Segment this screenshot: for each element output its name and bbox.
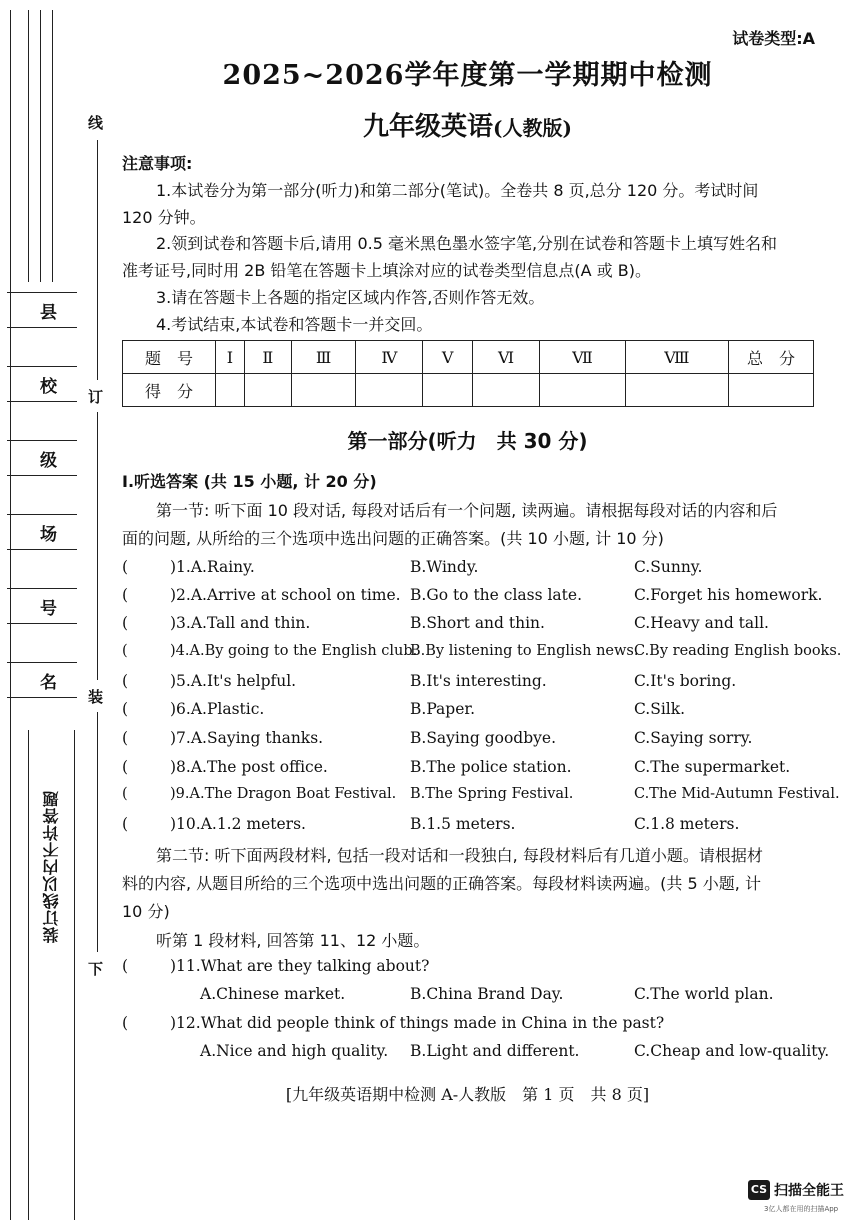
- score-table-score-row: [123, 374, 814, 407]
- answer-paren[interactable]: (: [122, 586, 129, 604]
- score-blank[interactable]: [356, 374, 423, 407]
- notice-line: 准考证号,同时用 2B 铅笔在答题卡上填涂对应的试卷类型信息点(A 或 B)。: [122, 261, 651, 280]
- score-table-cell: Ⅲ: [291, 341, 356, 374]
- answer-paren[interactable]: (: [122, 1014, 129, 1032]
- option-b: B.The police station.: [410, 758, 572, 776]
- score-blank[interactable]: [291, 374, 356, 407]
- option-c: C.By reading English books.: [634, 643, 842, 659]
- score-table-cell: Ⅵ: [472, 341, 539, 374]
- binding-line: [28, 730, 29, 1220]
- question-row: [122, 643, 842, 671]
- question-stem: )11.What are they talking about?: [170, 957, 430, 975]
- option-a: )8.A.The post office.: [170, 758, 328, 776]
- option-c: C.The supermarket.: [634, 758, 791, 776]
- camscanner-tagline: 3亿人都在用的扫描App: [764, 1205, 839, 1213]
- score-blank[interactable]: [625, 374, 728, 407]
- score-blank[interactable]: [729, 374, 814, 407]
- option-a: )6.A.Plastic.: [170, 700, 265, 718]
- score-blank[interactable]: [216, 374, 245, 407]
- question-row: [122, 1014, 822, 1042]
- binding-line: [52, 10, 53, 282]
- option-b: B.1.5 meters.: [410, 815, 516, 833]
- option-b: B.Light and different.: [410, 1042, 580, 1060]
- notice-line: 1.本试卷分为第一部分(听力)和第二部分(笔试)。全卷共 8 页,总分 120 分。考试时间: [156, 181, 759, 200]
- option-b: B.By listening to English news.: [410, 643, 639, 659]
- binding-label-room: 场: [40, 525, 57, 545]
- notice-line: 2.领到试卷和答题卡后,请用 0.5 毫米黑色墨水签字笔,分别在试卷和答题卡上填写姓名和: [156, 234, 778, 253]
- question-row: [122, 700, 822, 728]
- option-b: B.Windy.: [410, 558, 479, 576]
- options-row: [122, 985, 822, 1013]
- answer-paren[interactable]: (: [122, 758, 129, 776]
- notice-line: 4.考试结束,本试卷和答题卡一并交回。: [156, 315, 433, 334]
- option-a: )4.A.By going to the English club.: [170, 643, 418, 659]
- answer-paren[interactable]: (: [122, 700, 129, 718]
- cut-char-zhuang: 装: [88, 688, 104, 706]
- option-c: C.Forget his homework.: [634, 586, 823, 604]
- exam-title: 2025~2026学年度第一学期期中检测: [222, 60, 713, 91]
- question-row: [122, 786, 840, 814]
- option-c: C.Heavy and tall.: [634, 614, 769, 632]
- question-row: [122, 558, 822, 586]
- answer-paren[interactable]: (: [122, 729, 129, 747]
- option-a: )5.A.It's helpful.: [170, 672, 297, 690]
- instruction-line: 第二节: 听下面两段材料, 包括一段对话和一段独白, 每段材料后有几道小题。请根据材: [156, 846, 763, 865]
- binding-warning-note: 装订线以内不许答题: [42, 790, 61, 943]
- option-b: B.China Brand Day.: [410, 985, 564, 1003]
- notice-line: 3.请在答题卡上各题的指定区域内作答,否则作答无效。: [156, 288, 545, 307]
- exam-subtitle: [120, 106, 815, 143]
- option-b: B.Paper.: [410, 700, 476, 718]
- instruction-line: 10 分): [122, 902, 170, 921]
- question-row: [122, 815, 822, 843]
- option-b: B.It's interesting.: [410, 672, 547, 690]
- question-row: [122, 672, 822, 700]
- option-c: C.Sunny.: [634, 558, 703, 576]
- question-row: [122, 586, 822, 614]
- answer-paren[interactable]: (: [122, 672, 129, 690]
- score-table-header-row: [123, 341, 814, 374]
- binding-label-county: 县: [40, 303, 57, 323]
- question-row: [122, 957, 822, 985]
- option-a: A.Nice and high quality.: [200, 1042, 389, 1060]
- answer-paren[interactable]: (: [122, 957, 129, 975]
- question-row: [122, 758, 822, 786]
- edition-label: (人教版): [493, 116, 572, 140]
- option-b: B.Saying goodbye.: [410, 729, 557, 747]
- score-blank[interactable]: [540, 374, 625, 407]
- score-table-cell: 总 分: [729, 341, 814, 374]
- option-c: C.1.8 meters.: [634, 815, 740, 833]
- score-blank[interactable]: [244, 374, 291, 407]
- option-a: )9.A.The Dragon Boat Festival.: [170, 786, 397, 802]
- cut-char-xian: 线: [88, 114, 104, 132]
- binding-label-number: 号: [40, 599, 57, 619]
- option-a: A.Chinese market.: [200, 985, 346, 1003]
- option-a: )3.A.Tall and thin.: [170, 614, 311, 632]
- option-c: C.It's boring.: [634, 672, 737, 690]
- question-row: [122, 614, 822, 642]
- material-instruction: 听第 1 段材料, 回答第 11、12 小题。: [156, 931, 430, 950]
- option-c: C.The Mid-Autumn Festival.: [634, 786, 840, 802]
- option-c: C.Saying sorry.: [634, 729, 753, 747]
- score-table-cell: Ⅳ: [356, 341, 423, 374]
- page-footer: [九年级英语期中检测 A-人教版 第 1 页 共 8 页]: [285, 1085, 650, 1104]
- question-stem: )12.What did people think of things made in China in the past?: [170, 1014, 665, 1032]
- score-blank[interactable]: [472, 374, 539, 407]
- score-table-cell: Ⅰ: [216, 341, 245, 374]
- score-table-cell: 得 分: [123, 374, 216, 407]
- options-row: [122, 1042, 830, 1070]
- score-table-cell: Ⅶ: [540, 341, 625, 374]
- cut-line: [97, 140, 98, 380]
- score-table-cell: Ⅱ: [244, 341, 291, 374]
- section-heading: Ⅰ.听选答案 (共 15 小题, 计 20 分): [122, 472, 377, 491]
- subject-title: 九年级英语: [363, 112, 494, 142]
- answer-paren[interactable]: (: [122, 643, 128, 659]
- binding-line: [74, 730, 75, 1220]
- binding-label-name: 名: [40, 673, 57, 693]
- answer-paren[interactable]: (: [122, 558, 129, 576]
- option-c: C.Cheap and low-quality.: [634, 1042, 830, 1060]
- binding-line: [40, 10, 41, 282]
- option-a: )7.A.Saying thanks.: [170, 729, 324, 747]
- camscanner-name: 扫描全能王: [774, 1183, 844, 1199]
- instruction-line: 料的内容, 从题目所给的三个选项中选出问题的正确答案。每段材料读两遍。(共 5 小题, 计: [122, 874, 761, 893]
- cut-line: [97, 712, 98, 952]
- answer-paren[interactable]: (: [122, 815, 129, 833]
- option-b: B.The Spring Festival.: [410, 786, 574, 802]
- cut-char-ding: 订: [88, 388, 104, 406]
- cut-line: [97, 412, 98, 680]
- cut-char-xia: 下: [88, 960, 104, 978]
- answer-paren[interactable]: (: [122, 614, 129, 632]
- part-title: 第一部分(听力 共 30 分): [347, 429, 588, 453]
- option-b: B.Short and thin.: [410, 614, 545, 632]
- score-table-cell: 题 号: [123, 341, 216, 374]
- notice-line: 120 分钟。: [122, 208, 206, 227]
- option-c: C.The world plan.: [634, 985, 774, 1003]
- instruction-line: 面的问题, 从所给的三个选项中选出问题的正确答案。(共 10 小题, 计 10 分): [122, 529, 664, 548]
- option-c: C.Silk.: [634, 700, 686, 718]
- question-row: [122, 729, 822, 757]
- option-a: )2.A.Arrive at school on time.: [170, 586, 401, 604]
- option-a: )10.A.1.2 meters.: [170, 815, 306, 833]
- notice-heading: 注意事项:: [122, 154, 193, 173]
- score-table: [122, 340, 814, 407]
- camscanner-logo: CS: [748, 1180, 770, 1200]
- score-table-cell: Ⅷ: [625, 341, 728, 374]
- score-blank[interactable]: [423, 374, 473, 407]
- score-table-cell: Ⅴ: [423, 341, 473, 374]
- binding-label-grade: 级: [40, 451, 57, 471]
- option-a: )1.A.Rainy.: [170, 558, 255, 576]
- binding-label-school: 校: [40, 377, 57, 397]
- answer-paren[interactable]: (: [122, 786, 128, 802]
- binding-line: [28, 10, 29, 282]
- exam-type-label: 试卷类型:A: [732, 29, 815, 48]
- instruction-line: 第一节: 听下面 10 段对话, 每段对话后有一个问题, 读两遍。请根据每段对话的内容和后: [156, 501, 778, 520]
- option-b: B.Go to the class late.: [410, 586, 582, 604]
